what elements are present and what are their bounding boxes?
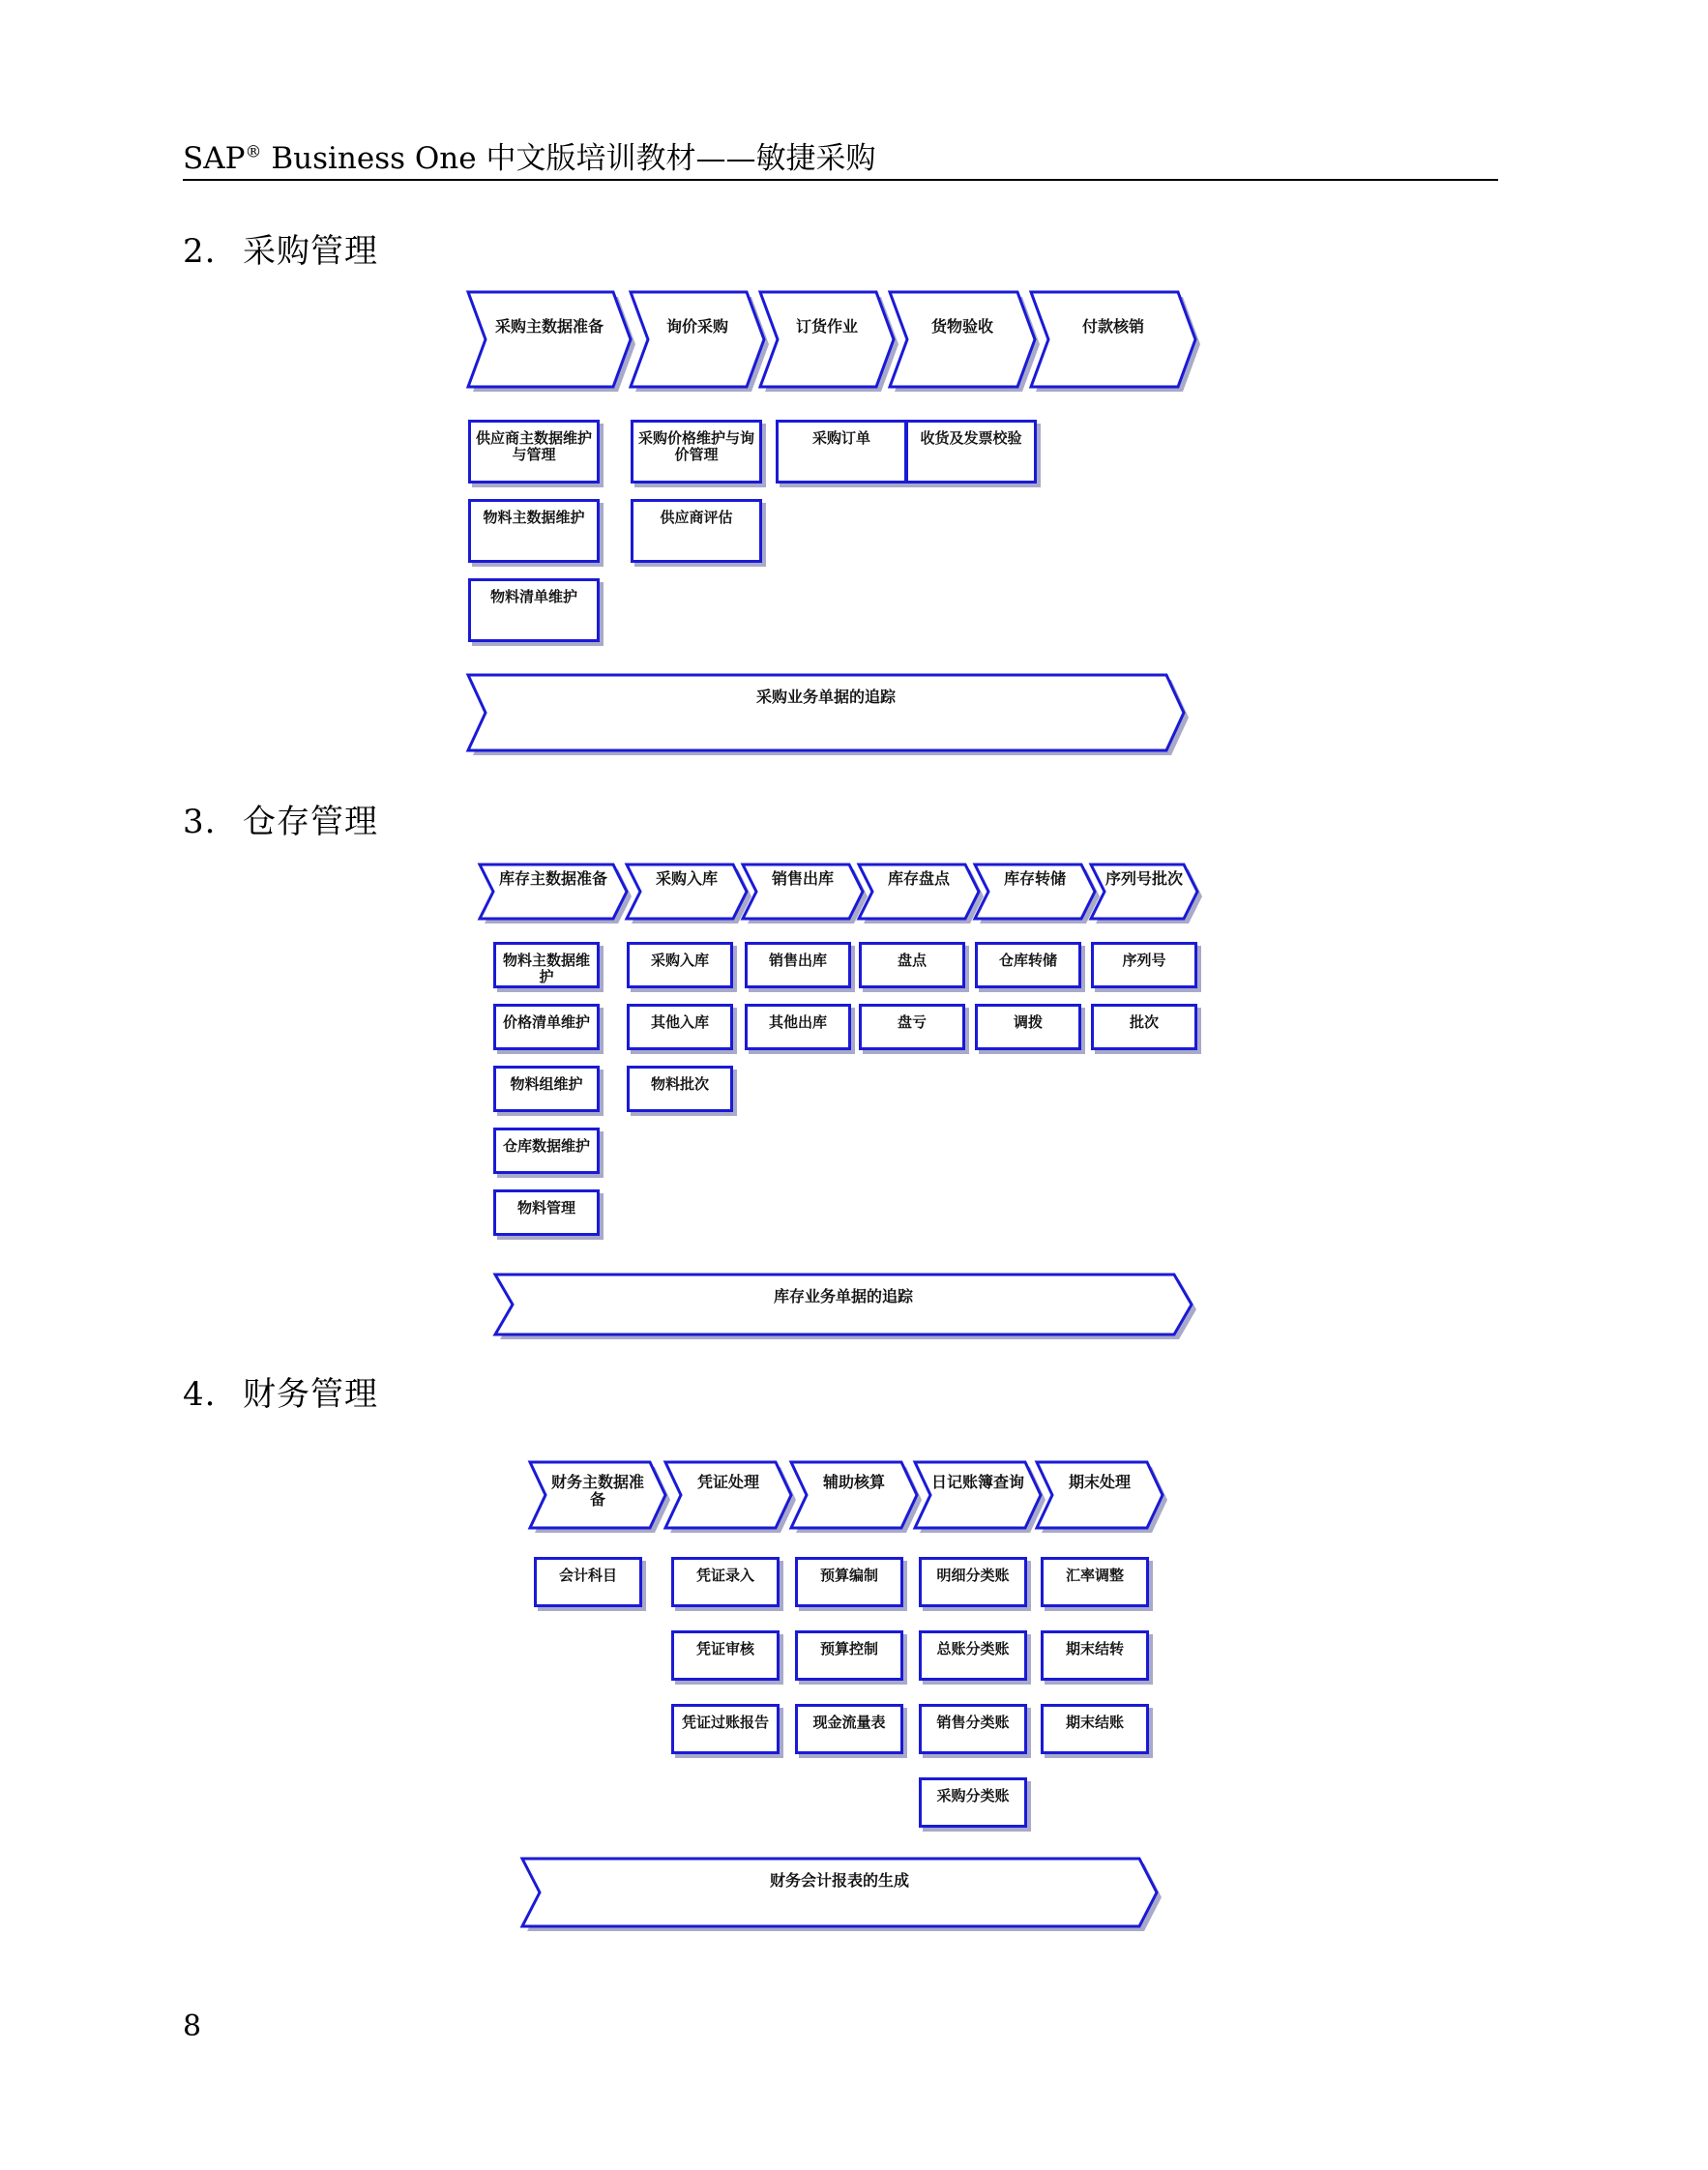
stage-chevron [890,292,1035,387]
activity-box [975,942,1081,988]
section-title-finance: 4. 财务管理 [183,1375,378,1414]
header-brand: SAP [183,141,246,176]
section-title-inventory: 3. 仓存管理 [183,803,378,841]
finance-process-diagram [530,1462,1168,1940]
activity-label: 物料主数据维护 [483,509,585,526]
activity-box [627,942,733,988]
stage-chevron [975,865,1095,919]
activity-label: 凭证过账报告 [681,1714,769,1731]
activity-box [859,942,965,988]
activity-label: 销售出库 [768,952,827,969]
activity-label: 会计科目 [558,1567,617,1584]
activity-label: 收货及发票校验 [920,429,1022,447]
summary-arrow-bar [495,1275,1192,1334]
stage-label: 库存业务单据的追踪 [773,1287,913,1305]
activity-box [1041,1704,1149,1754]
activity-label: 凭证录入 [695,1567,754,1584]
registered-mark: ® [245,142,262,162]
activity-label: 供应商主数据维护与管理 [475,429,592,463]
activity-box [671,1704,780,1754]
stage-label: 采购业务单据的追踪 [755,688,896,706]
stage-label: 订货作业 [795,317,858,336]
activity-label: 采购价格维护与询价管理 [637,429,754,463]
activity-box [1091,942,1197,988]
stage-label: 凭证处理 [696,1473,759,1491]
stage-chevron [859,865,979,919]
stage-label: 库存转储 [1003,869,1066,888]
stage-label: 辅助核算 [822,1473,885,1491]
activity-box [859,1004,965,1050]
activity-box [493,1066,600,1112]
activity-box [631,499,762,563]
activity-box [795,1630,903,1681]
stage-chevron [1037,1462,1163,1528]
activity-label: 批次 [1129,1013,1159,1031]
activity-label: 期末结账 [1065,1714,1124,1731]
header-rule [183,179,1498,181]
stage-chevron [631,292,764,387]
activity-box [776,420,907,484]
activity-label: 采购订单 [811,429,870,447]
activity-label: 期末结转 [1065,1640,1124,1657]
stage-label: 财务主数据准备 [550,1473,644,1509]
activity-label: 采购分类账 [936,1787,1010,1804]
activity-box [745,942,851,988]
summary-arrow-bar [522,1859,1157,1926]
stage-chevron [468,292,631,387]
activity-box [919,1630,1027,1681]
activity-label: 盘亏 [897,1013,927,1031]
stage-chevron [791,1462,917,1528]
activity-label: 物料组维护 [510,1075,583,1093]
activity-label: 预算控制 [819,1640,878,1657]
activity-box [493,1128,600,1174]
activity-label: 物料管理 [516,1199,575,1217]
stage-label: 日记账簿查询 [930,1473,1024,1491]
activity-label: 仓库转储 [998,952,1057,969]
activity-label: 现金流量表 [812,1714,886,1731]
activity-box [671,1630,780,1681]
activity-label: 调拨 [1013,1013,1043,1031]
activity-label: 凭证审核 [695,1640,754,1657]
stage-label: 库存盘点 [887,869,950,888]
activity-box [671,1557,780,1607]
stage-chevron [1031,292,1195,387]
stage-chevron [530,1462,665,1528]
stage-label: 付款核销 [1081,317,1144,336]
page-number: 8 [183,2009,202,2043]
stage-chevron [480,865,627,919]
activity-box [631,420,762,484]
activity-box [627,1004,733,1050]
stage-label: 序列号批次 [1104,869,1183,888]
activity-label: 供应商评估 [660,509,733,526]
activity-label: 物料主数据维护 [502,952,590,985]
activity-box [468,420,600,484]
stage-chevron [665,1462,791,1528]
activity-label: 价格清单维护 [502,1013,590,1031]
stage-chevron [627,865,747,919]
stage-chevron [760,292,894,387]
activity-label: 序列号 [1122,952,1166,969]
activity-box [975,1004,1081,1050]
activity-label: 汇率调整 [1065,1567,1124,1584]
activity-box [1041,1630,1149,1681]
activity-label: 预算编制 [819,1567,878,1584]
stage-label: 销售出库 [771,869,834,888]
activity-label: 明细分类账 [936,1567,1010,1584]
stage-label: 期末处理 [1068,1473,1131,1491]
activity-box [919,1777,1027,1828]
stage-label: 采购主数据准备 [494,317,604,336]
activity-label: 采购入库 [650,952,709,969]
activity-box [795,1557,903,1607]
purchasing-process-diagram [468,292,1203,758]
activity-label: 物料清单维护 [489,588,577,605]
activity-box [493,1189,600,1236]
activity-box [493,1004,600,1050]
stage-label: 询价采购 [665,317,728,336]
activity-box [468,578,600,642]
activity-box [1041,1557,1149,1607]
activity-label: 总账分类账 [936,1640,1010,1657]
stage-label: 财务会计报表的生成 [769,1871,909,1890]
activity-box [745,1004,851,1050]
activity-box [905,420,1037,484]
stage-label: 库存主数据准备 [498,869,607,888]
activity-box [468,499,600,563]
activity-box [1091,1004,1197,1050]
stage-chevron [915,1462,1041,1528]
activity-label: 其他出库 [768,1013,827,1031]
page-header [183,133,875,177]
inventory-process-diagram [480,865,1205,1338]
activity-label: 盘点 [897,952,927,969]
activity-box [919,1557,1027,1607]
summary-arrow-bar [468,675,1184,750]
activity-box [493,942,600,988]
activity-box [627,1066,733,1112]
activity-label: 其他入库 [650,1013,709,1031]
activity-box [534,1557,642,1607]
stage-chevron [743,865,863,919]
activity-box [919,1704,1027,1754]
header-title: Business One 中文版培训教材——敏捷采购 [261,141,876,176]
activity-label: 销售分类账 [936,1714,1010,1731]
stage-chevron [1091,865,1197,919]
stage-label: 货物验收 [930,317,993,336]
stage-label: 采购入库 [655,869,718,888]
activity-label: 物料批次 [650,1075,709,1093]
activity-label: 仓库数据维护 [502,1137,590,1155]
activity-box [795,1704,903,1754]
section-title-purchasing: 2. 采购管理 [183,232,378,271]
